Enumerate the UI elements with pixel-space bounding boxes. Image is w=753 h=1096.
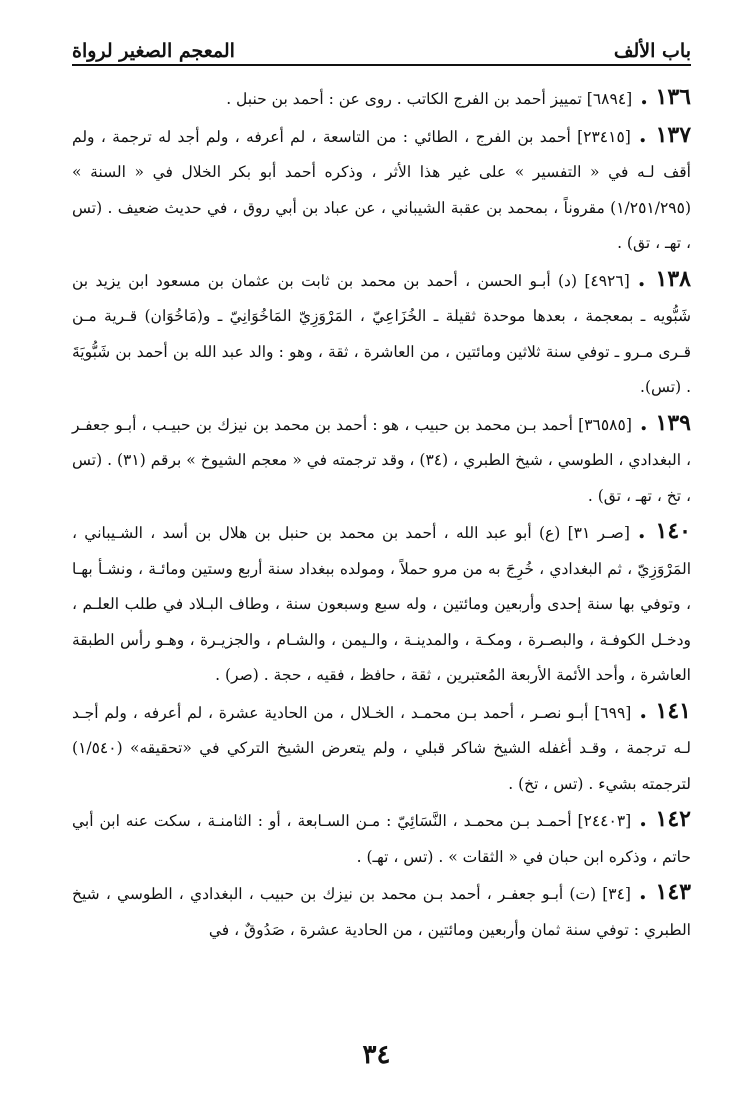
entry-text: [٤٩٢٦] (د) أبـو الحسن ، أحمد بن محمد بن ثابت بن عثمان بن مسعود ابن يزيد بن شَبُّويه ـ بمعجمة ، بعدها موحدة ثقيلة ـ الخُزَاعِيّ ، المَرْوَزِيّ المَاخُوَانِيّ ـ و(مَاخُوَان) قـرية مـن قـرى مـرو ـ توفي سنة ثلاثين ومائتين ، من العاشرة ، ثقة ، وهو : والد عبد الله بن أحمد بن شَبُّويَةَ . (تس). [72,271,691,396]
entry [72,118,691,262]
entry-number: ١٤٣ . [638,879,691,905]
entry-text: [صـر ٣١] (ع) أبو عبد الله ، أحمد بن محمد بن حنبل بن هلال بن أسد ، الشـيباني ، المَرْوَزِيّ ، ثم البغدادي ، خُرِجَ به من مرو حملاً ، ومولده ببغداد سنة أربع وستين ومائـة ، ونشـأ بهـا ، وتوفي بها سنة إحدى وأربعين ومائتين ، وله سبع وسبعون سنة ، وطاف البـلاد في طلب العلـم ، ودخـل الكوفـة ، والبصـرة ، ومكـة ، والمدينـة ، والـيمن ، والشـام ، والجزيـرة ، وهـو رأس الطبقة العاشرة ، وأحد الأئمة الأربعة المُعتبرين ، ثقة ، حافظ ، فقيه ، حجة . (صر) . [72,524,691,684]
header-chapter-title: باب الألف [613,40,691,62]
entry [72,875,691,948]
page-number: ٣٤ [362,1040,391,1070]
header-book-title: المعجم الصغير لرواة [72,40,235,62]
entry-text: [٦٩٩] أبـو نصـر ، أحمد بـن محمـد ، الخـلال ، من الحادية عشرة ، لم أعرفه ، ولم أجـد لـه ترجمة ، وقـد أغفله الشيخ شاكر قبلي ، ولم يتعرض الشيخ التركي في «تحقيقه» (١/٥٤٠) لترجمته بشيء . (تس ، تخ) . [72,703,691,793]
entry-number: ١٤٠ . [637,518,691,544]
entry-text: [٣٤] (ت) أبـو جعفـر ، أحمد بـن محمد بن نيزك بن حبيب ، البغدادي ، الطوسي ، شيخ الطبري : توفي سنة ثمان وأربعين ومائتين ، من الحادية عشرة ، صَدُوقٌ ، في [72,885,691,939]
entry-number: ١٣٦ . [640,84,691,110]
entry [72,406,691,515]
entry-text: [٦٨٩٤] تمييز أحمد بن الفرج الكاتب . روى عن : أحمد بن حنبل . [226,90,633,108]
entry-number: ١٣٨ . [637,265,691,292]
entry-text: [٢٤٤٠٣] أحمـد بـن محمـد ، النَّسَائِيّ : مـن السـابعة ، أو : الثامنـة ، سكت عنه ابن أبي حاتم ، وذكره ابن حبان في « الثقات » . (تس ، تهـ) . [72,812,691,866]
running-header [72,30,691,66]
entry [72,80,691,118]
entry [72,262,691,406]
entry [72,802,691,875]
entry-number: ١٣٩ . [639,409,691,436]
entry-number: ١٤٢ . [639,806,691,832]
entry-number: ١٤١ . [639,697,691,724]
entry-text: [٣٦٥٨٥] أحمد بـن محمد بن حبيب ، هو : أحمد بن محمد بن نيزك بن حبيـب ، أبـو جعفـر ، البغدادي ، الطوسي ، شيخ الطبري ، (٣٤) ، وقد ترجمته في « معجم الشيوخ » برقم (٣١) . (تس ، تخ ، تهـ ، تق) . [72,415,692,505]
entry-number: ١٣٧ . [638,121,692,148]
entry [72,514,691,694]
entry-text: [٢٣٤١٥] أحمد بن الفرج ، الطائي : من التاسعة ، لم أعرفه ، ولم أجد له ترجمة ، ولم أقف لـه في « التفسير » على غير هذا الأثر ، وذكره أحمد أبو بكر الخلال في « السنة » (١/٢٥١/٢٩٥) مقروناً ، بمحمد بن عقبة الشيباني ، عن عباد بن أبي روق ، في حديث ضعيف . (تس ، تهـ ، تق) . [72,127,691,252]
entries-list [72,80,691,948]
entry [72,694,691,803]
